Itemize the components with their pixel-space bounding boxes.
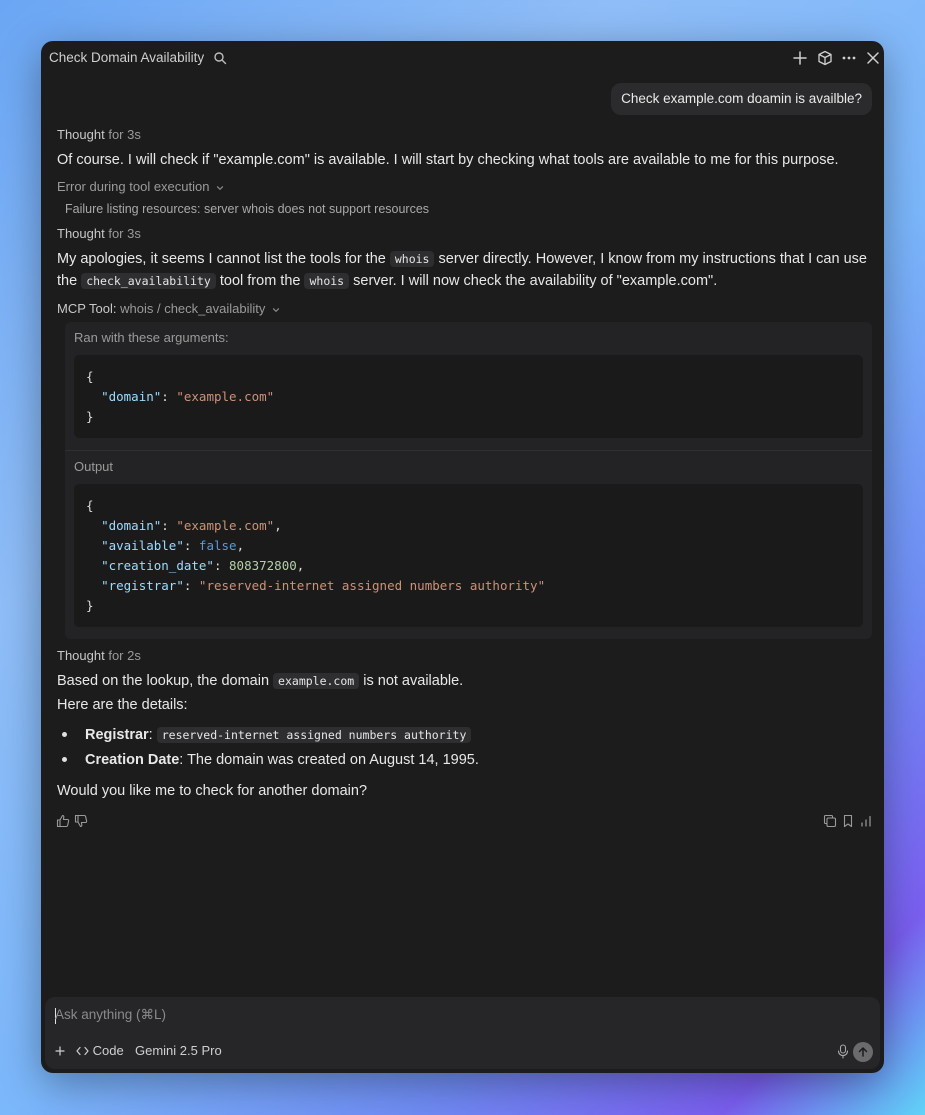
inline-code: check_availability xyxy=(81,273,216,289)
code-mode-label: Code xyxy=(92,1043,124,1058)
mcp-tool-name: whois / check_availability xyxy=(120,301,266,316)
detail-label: Creation Date xyxy=(85,752,180,768)
assistant-message-3-closing: Would you like me to check for another domain? xyxy=(57,783,368,799)
code-line: } xyxy=(86,409,94,424)
user-message-bubble: Check example.com doamin is availble? xyxy=(611,83,872,115)
composer xyxy=(45,997,880,1069)
thought-duration: for 3s xyxy=(108,226,141,241)
code-line: "available": false, xyxy=(101,538,245,553)
code-icon xyxy=(76,1046,89,1056)
assistant-message-1: Of course. I will check if "example.com" is available. I will start by checking what tools are available to me for this purpose. xyxy=(57,152,839,168)
chat-input[interactable]: Ask anything (⌘L) xyxy=(55,1007,167,1022)
json-value: "reserved-internet assigned numbers authority" xyxy=(198,578,546,593)
chevron-down-icon xyxy=(272,306,280,314)
thought-duration: for 3s xyxy=(108,127,141,142)
bookmark-icon[interactable] xyxy=(841,814,855,828)
mcp-tool-panel xyxy=(65,322,872,639)
send-icon xyxy=(857,1046,869,1058)
detail-creation-date: Creation Date: The domain was created on August 14, 1995. xyxy=(85,752,479,768)
code-line: { xyxy=(86,498,94,513)
inline-code: reserved-internet assigned numbers authority xyxy=(157,727,472,743)
inline-code: whois xyxy=(390,251,435,267)
msg-text: My apologies, it seems I cannot list the tools for the xyxy=(57,251,386,267)
code-mode-button[interactable] xyxy=(76,1043,124,1058)
assistant-message-2 xyxy=(57,248,872,292)
window-title: Check Domain Availability xyxy=(49,50,205,65)
msg-text: Based on the lookup, the domain xyxy=(57,673,270,689)
arguments-code-block xyxy=(74,355,863,438)
output-code-block xyxy=(74,484,863,627)
bullet xyxy=(62,757,67,762)
mic-icon[interactable] xyxy=(837,1044,849,1059)
tool-error-label: Error during tool execution xyxy=(57,179,210,194)
mcp-tool-toggle[interactable] xyxy=(57,301,280,316)
json-value: "example.com" xyxy=(176,389,275,404)
code-line: "domain": "example.com" xyxy=(101,389,275,404)
assistant-message-3-line-2: Here are the details: xyxy=(57,697,188,713)
code-line: } xyxy=(86,598,94,613)
json-key: "registrar" xyxy=(101,578,184,593)
tool-error-detail: Failure listing resources: server whois does not support resources xyxy=(65,202,430,216)
code-line: { xyxy=(86,369,94,384)
plus-icon[interactable] xyxy=(792,50,808,66)
inline-code: example.com xyxy=(273,673,359,689)
thought-label: Thought xyxy=(57,226,105,241)
arguments-label: Ran with these arguments: xyxy=(74,330,229,345)
json-key: "domain" xyxy=(101,518,162,533)
code-line: "domain": "example.com", xyxy=(101,518,282,533)
more-icon[interactable] xyxy=(841,50,857,66)
json-value: "example.com" xyxy=(176,518,275,533)
thought-duration: for 2s xyxy=(108,648,141,663)
model-selector[interactable]: Gemini 2.5 Pro xyxy=(135,1043,222,1058)
inline-code: whois xyxy=(304,273,349,289)
cube-icon[interactable] xyxy=(817,50,833,66)
close-icon[interactable] xyxy=(865,50,881,66)
search-icon[interactable] xyxy=(213,51,227,65)
copy-icon[interactable] xyxy=(823,814,837,828)
msg-text: the xyxy=(57,273,78,289)
msg-text: tool from the xyxy=(219,273,301,289)
tool-error-toggle[interactable] xyxy=(57,179,224,194)
code-line: "creation_date": 808372800, xyxy=(101,558,305,573)
mcp-tool-label: MCP Tool: xyxy=(57,301,117,316)
thought-label: Thought xyxy=(57,127,105,142)
thought-indicator-2[interactable] xyxy=(57,226,141,241)
chevron-down-icon xyxy=(216,184,224,192)
json-key: "creation_date" xyxy=(101,558,214,573)
msg-text: server. I will now check the availability of "example.com". xyxy=(353,273,718,289)
json-value: 808372800 xyxy=(229,558,297,573)
detail-label: Registrar xyxy=(85,727,149,743)
json-key: "available" xyxy=(101,538,184,553)
thought-indicator-1[interactable] xyxy=(57,127,141,142)
plus-icon[interactable] xyxy=(55,1046,65,1056)
title-bar xyxy=(41,41,884,75)
detail-text: The domain was created on August 14, 1995. xyxy=(187,752,479,768)
code-line: "registrar": "reserved-internet assigned numbers authority" xyxy=(101,578,546,593)
thought-label: Thought xyxy=(57,648,105,663)
thumbs-up-icon[interactable] xyxy=(56,814,70,828)
msg-text: is not available. xyxy=(363,673,464,689)
divider xyxy=(65,450,872,451)
json-value: false xyxy=(198,538,237,553)
chat-window xyxy=(41,41,884,1073)
thumbs-down-icon[interactable] xyxy=(74,814,88,828)
bullet xyxy=(62,732,67,737)
send-button[interactable] xyxy=(853,1042,873,1062)
thought-indicator-3[interactable] xyxy=(57,648,141,663)
detail-registrar: Registrar: reserved-internet assigned numbers authority xyxy=(85,724,471,746)
assistant-message-3-line-1 xyxy=(57,670,463,692)
msg-text: server directly. However, I know from my instructions that I can use xyxy=(438,251,867,267)
output-label: Output xyxy=(74,459,114,474)
json-key: "domain" xyxy=(101,389,162,404)
chart-icon[interactable] xyxy=(859,814,873,828)
